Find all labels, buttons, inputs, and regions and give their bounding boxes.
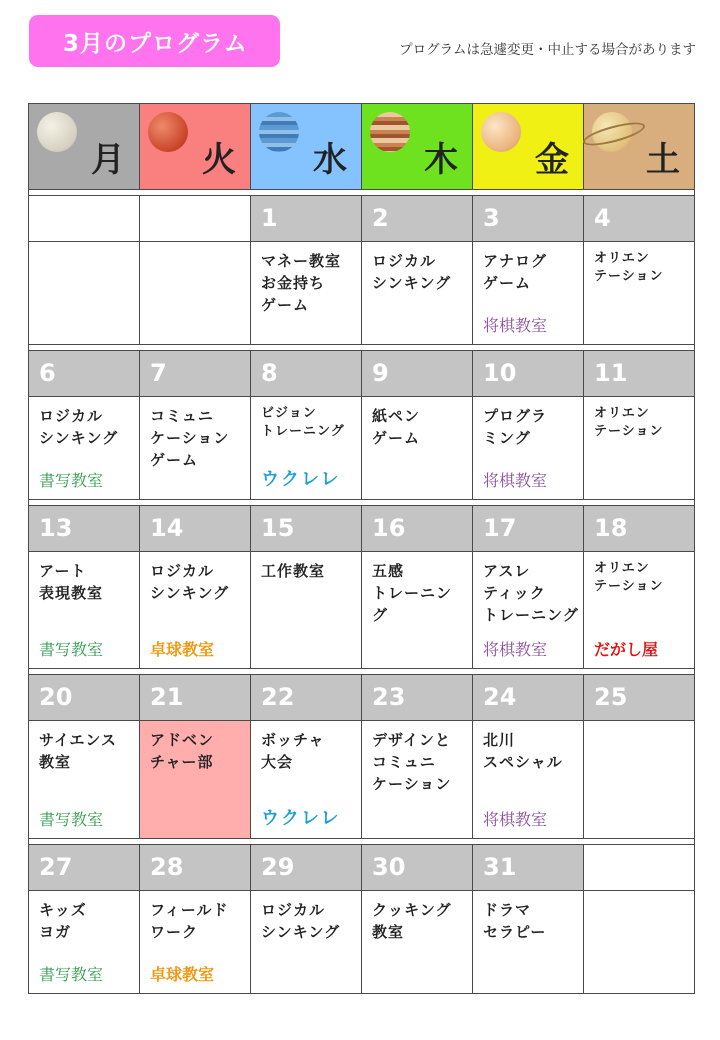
event-title: コミュニ ケーション ゲーム (150, 407, 230, 469)
date-number: 9 (372, 359, 389, 387)
date-cell (251, 506, 362, 552)
date-number-row (29, 845, 695, 891)
date-cell (362, 675, 473, 721)
date-number: 25 (594, 683, 628, 711)
event-cell (584, 891, 695, 994)
date-cell (29, 675, 140, 721)
event-title: オリエン テーション (594, 251, 664, 284)
date-number: 15 (261, 514, 295, 542)
event-cell (140, 721, 251, 839)
event-cell (29, 552, 140, 669)
event-cell (29, 721, 140, 839)
event-cell (251, 721, 362, 839)
event-title: ボッチャ 大会 (261, 731, 325, 771)
jupiter-icon (370, 112, 410, 152)
event-cell (362, 552, 473, 669)
event-row (29, 242, 695, 345)
date-number: 3 (483, 204, 500, 232)
saturn-icon (592, 112, 632, 152)
weekday-tue: 火 (140, 104, 251, 190)
date-cell (584, 196, 695, 242)
date-cell (473, 845, 584, 891)
event-cell (251, 552, 362, 669)
event-title: ビジョン トレーニング (261, 406, 345, 439)
date-cell (584, 351, 695, 397)
date-number-row (29, 675, 695, 721)
date-number: 31 (483, 853, 517, 881)
date-number: 8 (261, 359, 278, 387)
date-cell (362, 196, 473, 242)
event-cell (140, 242, 251, 345)
event-subtitle: 書写教室 (39, 471, 104, 490)
date-cell (473, 675, 584, 721)
event-title: 工作教室 (261, 562, 326, 580)
event-cell (473, 397, 584, 500)
event-title: ドラマ セラピー (483, 901, 547, 941)
event-title: ロジカル シンキング (39, 407, 119, 447)
date-number: 20 (39, 683, 73, 711)
event-cell (29, 242, 140, 345)
event-subtitle: 書写教室 (39, 640, 104, 659)
event-title: オリエン テーション (594, 561, 664, 594)
event-subtitle: 卓球教室 (150, 965, 215, 984)
event-cell (251, 397, 362, 500)
event-title: アドベン チャー部 (150, 731, 215, 771)
event-row (29, 891, 695, 994)
date-number: 14 (150, 514, 184, 542)
event-cell (29, 891, 140, 994)
event-title: ロジカル シンキング (372, 252, 452, 292)
date-number: 16 (372, 514, 406, 542)
date-cell (584, 506, 695, 552)
date-cell (362, 845, 473, 891)
date-number: 27 (39, 853, 73, 881)
event-cell (362, 242, 473, 345)
event-title: オリエン テーション (594, 406, 664, 439)
event-subtitle: だがし屋 (594, 640, 659, 659)
date-number: 21 (150, 683, 184, 711)
date-cell (251, 675, 362, 721)
date-cell (29, 506, 140, 552)
event-title: キッズ ヨガ (39, 901, 87, 941)
date-number: 28 (150, 853, 184, 881)
date-number (29, 196, 139, 204)
date-number: 6 (39, 359, 56, 387)
date-cell (362, 506, 473, 552)
date-cell (584, 675, 695, 721)
event-cell (473, 242, 584, 345)
event-title: アナログ ゲーム (483, 252, 548, 292)
date-cell (140, 845, 251, 891)
date-cell (362, 351, 473, 397)
date-number: 29 (261, 853, 295, 881)
date-number-row (29, 506, 695, 552)
event-cell (251, 242, 362, 345)
event-title: 紙ペン ゲーム (372, 407, 421, 447)
date-number: 4 (594, 204, 611, 232)
mars-icon (148, 112, 188, 152)
date-number (140, 196, 250, 204)
event-title: プログラ ミング (483, 407, 548, 447)
event-title: アスレ ティック トレーニング (483, 562, 579, 624)
date-cell (251, 351, 362, 397)
event-subtitle: 書写教室 (39, 965, 104, 984)
date-number (584, 845, 694, 853)
event-title: サイエンス 教室 (39, 731, 117, 771)
event-title: クッキング 教室 (372, 901, 452, 941)
date-number: 10 (483, 359, 517, 387)
event-title: ロジカル シンキング (150, 562, 230, 602)
date-cell (251, 845, 362, 891)
moon-icon (37, 112, 77, 152)
event-cell (140, 552, 251, 669)
date-number: 13 (39, 514, 73, 542)
event-subtitle: 書写教室 (39, 810, 104, 829)
date-number: 24 (483, 683, 517, 711)
date-cell (140, 506, 251, 552)
event-subtitle: 将棋教室 (483, 316, 548, 335)
date-cell (140, 196, 251, 242)
date-number: 1 (261, 204, 278, 232)
date-number: 11 (594, 359, 628, 387)
event-subtitle: 将棋教室 (483, 640, 548, 659)
date-number: 23 (372, 683, 406, 711)
date-number: 2 (372, 204, 389, 232)
event-title: ロジカル シンキング (261, 901, 341, 941)
weekday-sat: 土 (584, 104, 695, 190)
date-number: 7 (150, 359, 167, 387)
event-cell (473, 891, 584, 994)
event-cell (473, 721, 584, 839)
event-title: 北川 スペシャル (483, 731, 563, 771)
date-cell (140, 675, 251, 721)
event-title: マネー教室 お金持ち ゲーム (261, 252, 342, 314)
event-cell (251, 891, 362, 994)
event-cell (362, 721, 473, 839)
event-title: アート 表現教室 (39, 562, 104, 602)
event-subtitle: 将棋教室 (483, 810, 548, 829)
event-cell (140, 397, 251, 500)
date-cell (29, 196, 140, 242)
calendar-table (28, 103, 695, 994)
event-cell (584, 552, 695, 669)
weekday-header-row (29, 104, 695, 190)
date-cell (473, 506, 584, 552)
event-subtitle: 将棋教室 (483, 471, 548, 490)
event-subtitle: ウクレレ (261, 808, 341, 829)
date-cell (29, 845, 140, 891)
page-title: 3月のプログラム (29, 15, 280, 67)
event-cell (473, 552, 584, 669)
weekday-thu: 木 (362, 104, 473, 190)
date-number: 30 (372, 853, 406, 881)
event-row (29, 552, 695, 669)
event-title: デザインと コミュニ ケーション (372, 731, 452, 793)
date-number: 17 (483, 514, 517, 542)
event-cell (584, 242, 695, 345)
event-cell (584, 721, 695, 839)
change-notice: プログラムは急遽変更・中止する場合があります (399, 42, 696, 58)
event-cell (362, 397, 473, 500)
venus-icon (481, 112, 521, 152)
event-subtitle: ウクレレ (261, 469, 341, 490)
date-number-row (29, 351, 695, 397)
date-cell (29, 351, 140, 397)
date-cell (251, 196, 362, 242)
saturn-ring-icon (581, 118, 647, 150)
event-title: フィールド ワーク (150, 901, 229, 941)
event-row (29, 721, 695, 839)
weekday-fri: 金 (473, 104, 584, 190)
date-cell (584, 845, 695, 891)
event-row (29, 397, 695, 500)
event-cell (362, 891, 473, 994)
event-cell (29, 397, 140, 500)
weekday-wed: 水 (251, 104, 362, 190)
date-cell (473, 351, 584, 397)
weekday-mon: 月 (29, 104, 140, 190)
date-number-row (29, 196, 695, 242)
mercury-icon (259, 112, 299, 152)
event-cell (584, 397, 695, 500)
date-number: 22 (261, 683, 295, 711)
date-number: 18 (594, 514, 628, 542)
event-cell (140, 891, 251, 994)
event-title: 五感 トレーニン グ (372, 562, 453, 624)
date-cell (473, 196, 584, 242)
event-subtitle: 卓球教室 (150, 640, 215, 659)
date-cell (140, 351, 251, 397)
